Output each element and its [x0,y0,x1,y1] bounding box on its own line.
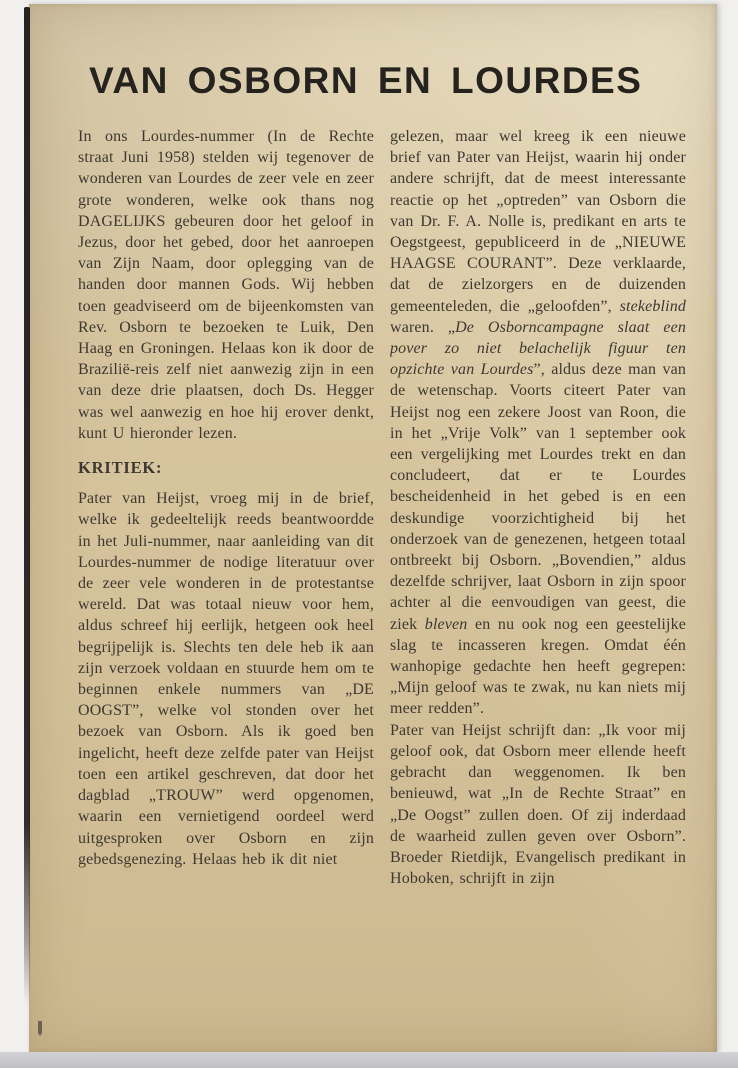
body-text: en nu ook nog een geestelijke slag te incasseren kregen. Omdat één wanhopige gedachte hen heeft gegrepen: „Mijn geloof was te zwak, nu kan niets mij meer redden”. [390,615,686,718]
italic-text: De Osborncampagne slaat een pover zo niet belachelijk figuur ten opzichte van Lourdes [390,318,686,379]
article-columns [29,126,717,889]
body-text: ”, aldus deze man van de wetenschap. Voorts citeert Pater van Heijst nog een zekere Joost van Roon, die in het „Vrije Volk” van 1 september ook een vergelijking met Lourdes trekt en dan concludeert, dat er te Lourdes bescheidenheid in het gebed is en een deskundige voorzichtigheid bij het onderzoek van de genezenen, hetgeen totaal ontbreekt bij Osborn. „Bovendien,” aldus dezelfde schrijver, laat Osborn in zijn spoor achter al die eenvoudigen van geest, die ziek [390,361,686,633]
paragraph [390,720,686,890]
left-column [78,126,374,889]
right-column [390,126,686,889]
body-text: In ons Lourdes-nummer (In de Rechte straat Juni 1958) stelden wij tegenover de wonderen van Lourdes de zeer vele en zeer grote wonderen, welke ook thans nog DAGELIJKS gebeuren door het geloof in Jezus, door het gebed, door het aanroepen van Zijn Naam, door oplegging van de handen door mannen Gods. Wij hebben toen geadviseerd om de bijeenkomsten van Rev. Osborn te bezoeken te Luik, Den Haag en Groningen. Helaas kon ik door de Brazilië-reis zelf niet aanwezig zijn in een van deze drie plaatsen, doch Ds. Hegger was wel aanwezig en hoe hij erover denkt, kunt U hieronder lezen. [78,128,374,442]
body-text: Pater van Heijst, vroeg mij in de brief, welke ik gedeeltelijk reeds beantwoordde in het Juli-nummer, naar aanleiding van dit Lourdes-nummer de nodige literatuur over de zeer vele wonderen in de protestantse wereld. Dat was totaal nieuw voor hem, aldus schreef hij eerlijk, hetgeen ook heel begrijpelijk is. Slechts ten dele heb ik aan zijn verzoek voldaan en stuurde hem om te beginnen enkele nummers van „DE OOGST”, welke vol stonden over het bezoek van Osborn. Als ik goed ben ingelicht, heeft deze zelfde pater van Heijst toen een artikel geschreven, dat door het dagblad „TROUW” werd opgenomen, waarin een vernietigend oordeel werd uitgesproken over Osborn en zijn gebedsgenezing. Helaas heb ik dit niet [78,490,374,868]
paragraph [78,126,374,444]
article-title: VAN OSBORN EN LOURDES [89,60,643,101]
italic-text: stekeblind [619,297,686,315]
body-text: Pater van Heijst schrijft dan: „Ik voor mij geloof ook, dat Osborn meer ellende heeft gebracht dan weggenomen. Ik ben benieuwd, wat „In de Rechte Straat” en „De Oogst” zullen doen. Of zij inderdaad de waarheid zullen geven over Osborn”. Broeder Rietdijk, Evangelisch predikant in Hoboken, schrijft in zijn [390,721,686,888]
scanner-bed-strip [0,1052,738,1068]
italic-text: bleven [424,615,468,633]
body-text: waren. „ [390,318,456,336]
magazine-page [29,4,717,1053]
paragraph [390,126,686,720]
body-text: gelezen, maar wel kreeg ik een nieuwe brief van Pater van Heijst, waarin hij onder andere schrijft, dat de meest interessante reactie op het „optreden” van Osborn die van Dr. F. A. Nolle is, predikant en arts te Oegstgeest, gepubliceerd in de „NIEUWE HAAGSE COURANT”. Deze verklaarde, dat de zielzorgers en de duizenden gemeenteleden, die „geloofden”, [390,128,686,315]
print-mark [38,1021,42,1034]
section-heading: KRITIEK: [78,458,163,478]
paragraph [78,488,374,870]
